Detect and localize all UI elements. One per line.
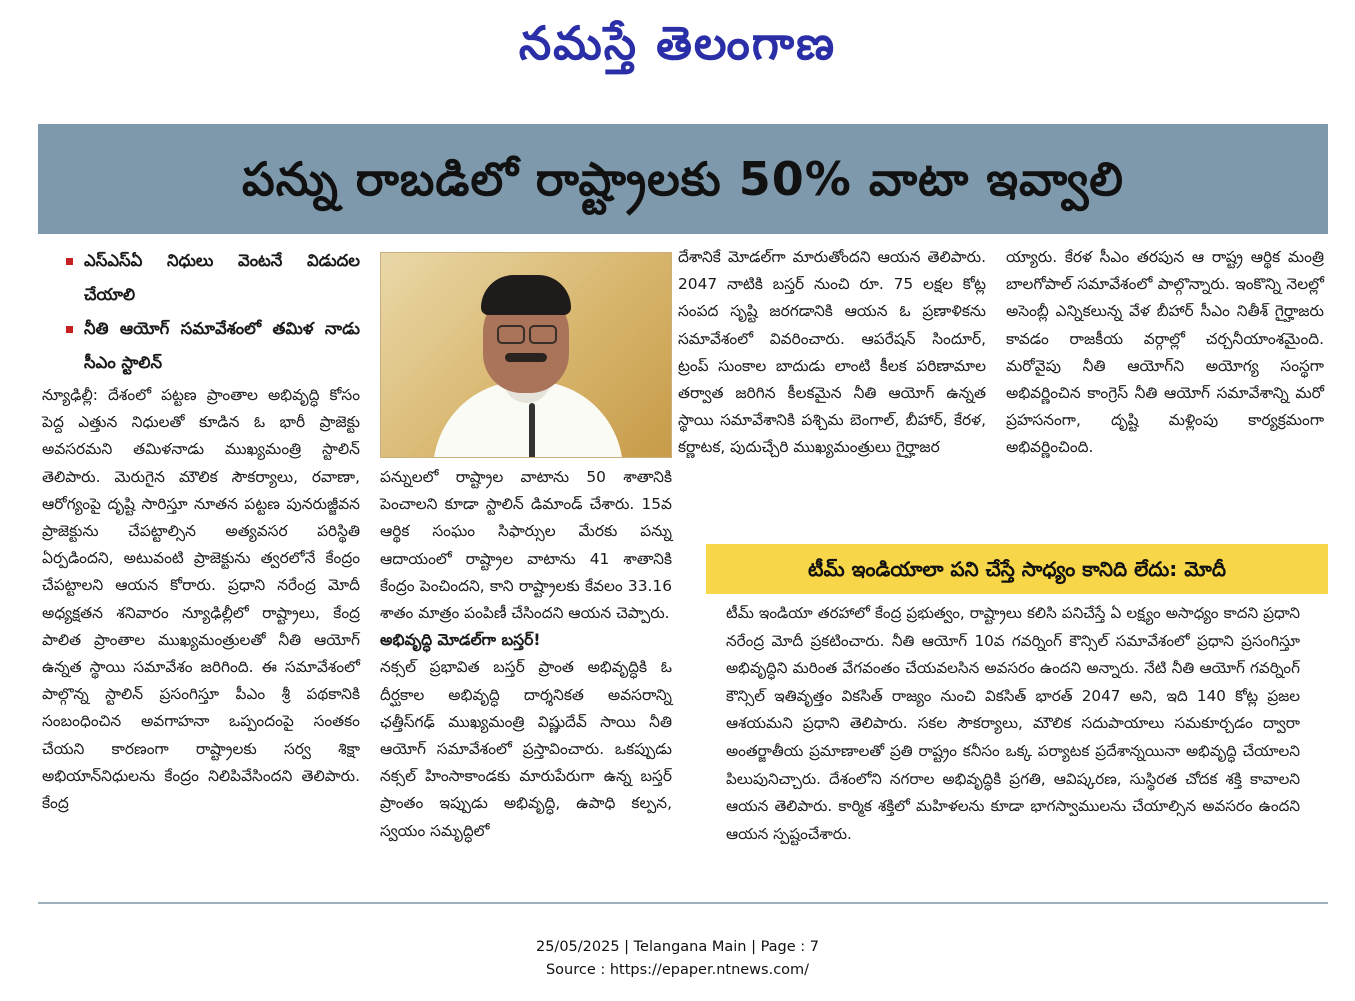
photo-hair (481, 275, 571, 315)
bullet-square-icon (66, 326, 73, 333)
news-article (38, 124, 1328, 904)
sidebar-box-body: టీమ్ ఇండియా తరహాలో కేంద్ర ప్రభుత్వం, రాష్ట్రాలు కలిసి పనిచేస్తే ఏ లక్ష్యం అసాధ్యం కాదని ప్రధాని నరేంద్ర మోదీ ప్రకటించారు. నీతి ఆయోగ్ 10వ గవర్నింగ్ కౌన్సిల్ సమావేశంలో ప్రధాని ప్రసంగిస్తూ అభివృద్ధిని మరింత వేగవంతం చేయవలసిన అవసరం ఉందని అన్నారు. నేటి నీతి ఆయోగ్ గవర్నింగ్ కౌన్సిల్ ఇతివృత్తం వికసిత్ రాజ్యం నుంచి వికసిత్ భారత్ 2047 అని, ఇది 140 కోట్ల ప్రజల ఆశయమని ప్రధాని తెలిపారు. సకల సౌకర్యాలు, మౌలిక సదుపాయాలు సమకూర్చడం ద్వారా అంతర్జాతీయ ప్రమాణాలతో ప్రతి రాష్ట్రం కనీసం ఒక్క పర్యాటక ప్రదేశాన్నయినా అభివృద్ధి చేయాలని పిలుపునిచ్చారు. దేశంలోని నగరాల అభివృద్ధికి ప్రగతి, ఆవిష్కరణ, సుస్థిరత చోదక శక్తి కావాలని ఆయన తెలిపారు. కార్మిక శక్తిలో మహిళలను కూడా భాగస్వాములను చేయాల్సిన అవసరం ఉందని ఆయన స్పష్టంచేశారు. (726, 604, 1300, 843)
microphone-icon (529, 403, 535, 458)
photo-glasses-right (529, 325, 557, 344)
article-column-4 (1006, 244, 1324, 462)
article-column-1 (42, 244, 360, 817)
photo-mustache (505, 353, 547, 362)
sidebar-box-title: టీమ్ ఇండియాలా పని చేస్తే సాధ్యం కానిది లేదు: మోదీ (706, 544, 1328, 594)
body-paragraph: న్యూఢిల్లీ: దేశంలో పట్టణ ప్రాంతాల అభివృద్ధి కోసం పెద్ద ఎత్తున నిధులతో కూడిన ఓ భారీ ప్రాజెక్టు అవసరమని తమిళనాడు ముఖ్యమంత్రి స్టాలిన్ తెలిపారు. మెరుగైన మౌలిక సౌకర్యాలు, రవాణా, ఆరోగ్యంపై దృష్టి సారిస్తూ నూతన పట్టణ పునరుజ్జీవన ప్రాజెక్టును చేపట్టాల్సిన అత్యవసర పరిస్థితి ఏర్పడిందని, అటువంటి ప్రాజెక్టును త్వరలోనే కేంద్రం చేపట్టాలని ఆయన కోరారు. ప్రధాని నరేంద్ర మోదీ అధ్యక్షతన శనివారం న్యూఢిల్లీలో రాష్ట్రాలు, కేంద్ర పాలిత ప్రాంతాల ముఖ్యమంత్రులతో నీతి ఆయోగ్ ఉన్నత స్థాయి సమావేశం జరిగింది. ఈ సమావేశంలో పాల్గొన్న స్టాలిన్ ప్రసంగిస్తూ పీఎం శ్రీ పథకానికి సంబంధించిన అవగాహనా ఒప్పందంపై సంతకం చేయని కారణంగా రాష్ట్రాలకు సర్వ శిక్షా అభియాన్‌నిధులను కేంద్రం నిలిపివేసిందని తెలిపారు. కేంద్ర (42, 386, 360, 813)
article-column-2 (380, 464, 672, 845)
highlight-bullet: నీతి ఆయోగ్ సమావేశంలో తమిళ నాడు సీఎం స్టాలిన్ (42, 312, 360, 380)
stalin-photo (380, 252, 672, 458)
newspaper-masthead: నమస్తే తెలంగాణ (518, 16, 837, 70)
section-subheading: అభివృద్ధి మోడల్‌గా బస్తర్! (380, 631, 541, 650)
article-column-3 (678, 244, 986, 462)
body-paragraph: నక్సల్ ప్రభావిత బస్తర్ ప్రాంత అభివృద్ధికి ఓ దీర్ఘకాల అభివృద్ధి దార్శనికత అవసరాన్ని ఛత్తీస్‌గఢ్ ముఖ్యమంత్రి విష్ణుదేవ్ సాయి నీతి ఆయోగ్ సమావేశంలో ప్రస్తావించారు. ఒకప్పుడు నక్సల్ హింసాకాండకు మారుపేరుగా ఉన్న బస్తర్ ప్రాంతం ఇప్పుడు అభివృద్ధి, ఉపాధి కల్పన, స్వయం సమృద్ధిలో (380, 658, 672, 840)
body-paragraph: య్యారు. కేరళ సీఎం తరపున ఆ రాష్ట్ర ఆర్థిక మంత్రి బాలగోపాల్ సమావేశంలో పాల్గొన్నారు. ఇంకొన్ని నెలల్లో అసెంబ్లీ ఎన్నికలున్న వేళ బీహార్ సీఎం నితీశ్ గైర్హాజరు కావడం రాజకీయ వర్గాల్లో చర్చనీయాంశమైంది. మరోవైపు నీతి ఆయోగ్‌ని అయోగ్య సంస్థగా అభివర్ణించిన కాంగ్రెస్ నీతి ఆయోగ్ సమావేశాన్ని మరో ప్రహసనంగా, దృష్టి మళ్లింపు కార్యక్రమంగా అభివర్ణించింది. (1006, 248, 1324, 457)
body-paragraph: దేశానికే మోడల్‌గా మారుతోందని ఆయన తెలిపారు. 2047 నాటికి బస్తర్ నుంచి రూ. 75 లక్షల కోట్ల సంపద సృష్టి జరగడానికి ఆయన ఓ ప్రణాళికను సమావేశంలో వివరించారు. ఆపరేషన్ సిందూర్, ట్రంప్ సుంకాల బాదుడు లాంటి కీలక పరిణామాల తర్వాత జరిగిన కీలకమైన నీతి ఆయోగ్ ఉన్నత స్థాయి సమావేశానికి పశ్చిమ బెంగాల్, బీహార్, కేరళ, కర్ణాటక, పుదుచ్చేరి ముఖ్యమంత్రులు గైర్హాజర (678, 248, 986, 457)
highlight-bullets (42, 244, 360, 380)
bullet-square-icon (66, 258, 73, 265)
photo-glasses-left (497, 325, 525, 344)
edition-info: 25/05/2025 | Telangana Main | Page : 7 (535, 939, 820, 955)
article-headline: పన్ను రాబడిలో రాష్ట్రాలకు 50% వాటా ఇవ్వాలి (38, 124, 1328, 234)
body-paragraph: పన్నులలో రాష్ట్రాల వాటాను 50 శాతానికి పెంచాలని కూడా స్టాలిన్ డిమాండ్ చేశారు. 15వ ఆర్థిక సంఘం సిఫార్సుల మేరకు పన్ను ఆదాయంలో రాష్ట్రాల వాటాను 41 శాతానికి కేంద్రం పెంచిందని, కాని రాష్ట్రాలకు కేవలం 33.16 శాతం మాత్రం పంపిణీ చేసిందని ఆయన చెప్పారు. (380, 468, 672, 623)
source-link[interactable]: Source : https://epaper.ntnews.com/ (545, 962, 810, 978)
page-footer (0, 936, 1355, 982)
highlight-bullet: ఎస్ఎస్ఏ నిధులు వెంటనే విడుదల చేయాలి (42, 244, 360, 312)
